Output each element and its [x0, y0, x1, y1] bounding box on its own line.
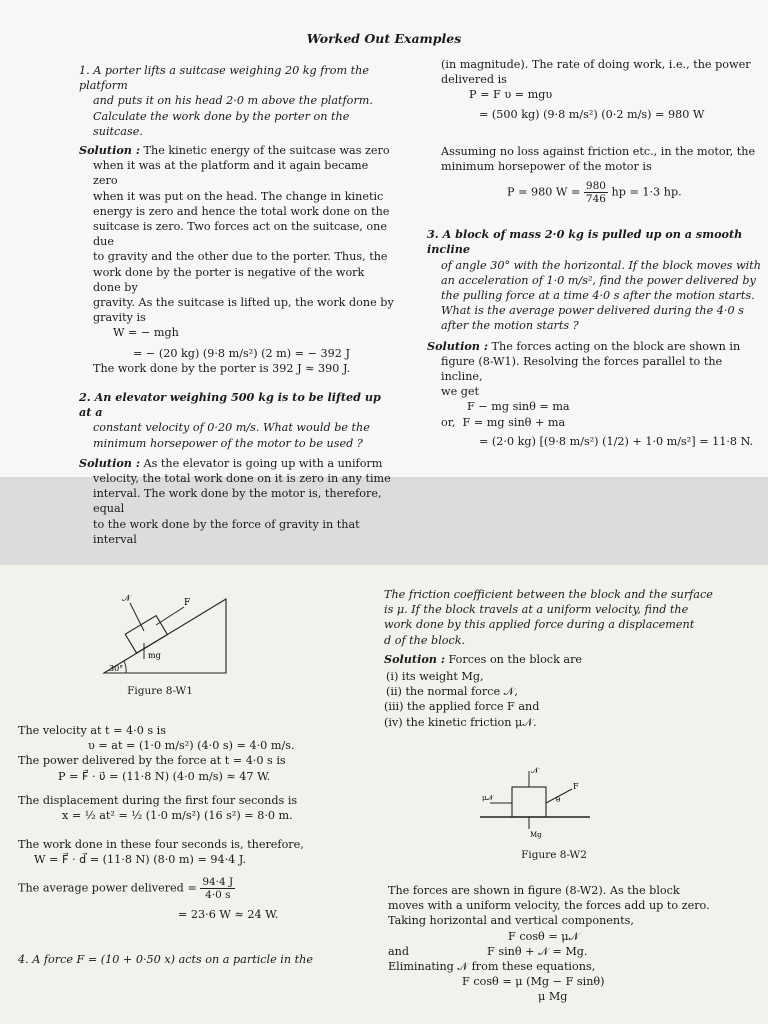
equation: = 23·6 W ≈ 24 W. — [178, 907, 279, 921]
block — [512, 787, 546, 817]
label-theta: θ — [556, 796, 561, 804]
question-line: What is the average power delivered during the 4·0 s — [441, 304, 744, 318]
solution-text: velocity, the total work done on it is zero in any time — [93, 472, 391, 486]
equation: P = F⃗ · υ⃗ = (11·8 N) (4·0 m/s) ≈ 47 W. — [58, 769, 271, 783]
equation: μ Mg — [538, 990, 568, 1004]
solution-text: figure (8-W1). Resolving the forces parallel to the incline, — [441, 354, 723, 384]
question-line: the pulling force at a time 4·0 s after the motion starts. — [441, 289, 755, 303]
label-weight: Mg — [530, 831, 542, 839]
question-line: work done by this applied force during a displacement — [384, 618, 695, 632]
body-text: The power delivered by the force at t = 4·0 s is — [18, 754, 286, 768]
solution-text: gravity. As the suitcase is lifted up, the work done by — [93, 296, 394, 310]
fraction: $\frac{980}{746}$ — [585, 180, 606, 206]
question-line: 3. A block of mass 2·0 kg is pulled up on a smooth incline — [427, 227, 743, 257]
question-line: minimum horsepower of the motor to be used ? — [93, 436, 363, 450]
solution-text: to gravity and the other due to the porter. Thus, the — [93, 250, 388, 264]
equation: = (500 kg) (9·8 m/s²) (0·2 m/s) = 980 W — [479, 107, 705, 121]
solution-text: when it was put on the head. The change in kinetic — [93, 189, 384, 203]
equation: F sinθ + 𝒩 = Mg. — [487, 944, 588, 958]
label-normal: 𝒩 — [122, 594, 131, 604]
solution-text: when it was at the platform and it again became zero — [93, 159, 369, 188]
question-line: of angle 30° with the horizontal. If the block moves with — [441, 258, 761, 272]
question-line: after the motion starts ? — [441, 319, 579, 333]
body-text: The displacement during the first four seconds is — [18, 793, 298, 807]
equation: W = F⃗ · d⃗ = (11·8 N) (8·0 m) = 94·4 J. — [34, 853, 247, 867]
question-line: an acceleration of 1·0 m/s², find the power delivered by — [441, 273, 756, 287]
equation: F cosθ = μ (Mg − F sinθ) — [462, 975, 605, 989]
example-2 — [79, 390, 395, 547]
solution-label: Solution : — [79, 455, 140, 470]
label-mg: mg — [148, 651, 161, 660]
angle-arc — [124, 661, 126, 673]
page-title: Worked Out Examples — [306, 31, 462, 46]
figure-8-w2 — [476, 765, 596, 841]
body-text: The velocity at t = 4·0 s is — [18, 724, 166, 737]
page-bottom — [0, 565, 768, 1024]
solution-text: suitcase is zero. Two forces act on the suitcase, one due — [93, 220, 387, 249]
label-friction: μ𝒩 — [482, 794, 494, 802]
bottom-right-column-lower — [388, 883, 764, 1005]
left-column — [79, 63, 395, 547]
solution-text: energy is zero and hence the total work done on the — [93, 204, 390, 218]
question-line: The friction coefficient between the block and the surface — [384, 588, 713, 601]
equation-hp: P = 980 W = $\frac{980}{746}$ hp = 1·3 hp. — [507, 180, 682, 206]
equation: = (2·0 kg) [(9·8 m/s²) (1/2) + 1·0 m/s²] = 11·8 N. — [479, 434, 754, 448]
equation: υ = at = (1·0 m/s²) (4·0 s) = 4·0 m/s. — [88, 739, 295, 753]
solution-text: interval. The work done by the motor is, therefore, equal — [93, 487, 382, 516]
equation: = − (20 kg) (9·8 m/s²) (2 m) = − 392 J — [133, 346, 350, 360]
question-line: Calculate the work done by the porter on the suitcase. — [93, 109, 350, 138]
solution-text: Eliminating 𝒩 from these equations, — [388, 960, 596, 974]
average-power-equation: The average power delivered = $\frac{94\cdot 4 J}{4\cdot 0 s}$ — [18, 875, 234, 901]
solution-text: we get — [441, 385, 480, 399]
right-column — [427, 57, 762, 449]
applied-force-arrow — [156, 607, 184, 625]
figure-8-w1 — [100, 587, 240, 687]
or-label: or, — [441, 415, 456, 429]
figure-caption: Figure 8-W2 — [521, 849, 587, 861]
list-item: (ii) the normal force 𝒩, — [386, 685, 518, 699]
example-3 — [427, 227, 762, 449]
solution-text: work done by the porter is negative of the work done by — [93, 265, 365, 294]
solution-text: The forces acting on the block are shown in — [491, 339, 741, 353]
body-text: delivered is — [441, 73, 507, 87]
label-normal: 𝒩 — [531, 766, 539, 775]
label-force: F — [184, 598, 191, 608]
label-angle: 30° — [109, 664, 124, 673]
example-1 — [79, 63, 395, 376]
body-text: minimum horsepower of the motor is — [441, 160, 652, 174]
equation: F − mg sinθ = ma — [467, 400, 570, 414]
body-text: (in magnitude). The rate of doing work, i.e., the power — [441, 58, 751, 71]
equation: x = ½ at² = ½ (1·0 m/s²) (16 s²) = 8·0 m. — [62, 809, 293, 823]
solution-text: Taking horizontal and vertical components, — [388, 914, 634, 928]
and-label: and — [388, 944, 410, 958]
equation: P = F υ = mgυ — [469, 88, 553, 102]
list-item: (iii) the applied force F and — [384, 700, 540, 714]
equation: W = − mgh — [113, 326, 179, 340]
solution-text: As the elevator is going up with a uniform — [143, 456, 383, 470]
solution-text: to the work done by the force of gravity in that interval — [93, 517, 360, 546]
bottom-right-column — [384, 587, 764, 730]
question-line: and puts it on his head 2·0 m above the platform. — [93, 94, 373, 108]
solution-label: Solution : — [79, 143, 140, 158]
list-item: (i) its weight Mg, — [386, 670, 484, 684]
bottom-left-column — [18, 723, 373, 967]
body-text: Assuming no loss against friction etc., in the motor, the — [441, 144, 756, 158]
question-line: is μ. If the block travels at a uniform velocity, find the — [384, 603, 689, 617]
solution-text: Forces on the block are — [448, 652, 583, 666]
solution-label: Solution : — [427, 338, 488, 353]
equation: F = mg sinθ + ma — [462, 415, 566, 429]
figure-caption: Figure 8-W1 — [127, 685, 193, 697]
label-force: F — [573, 782, 579, 791]
question-line: 1. A porter lifts a suitcase weighing 20 kg from the platform — [79, 64, 369, 93]
body-text: The work done in these four seconds is, therefore, — [18, 838, 304, 852]
solution-text: moves with a uniform velocity, the forces add up to zero. — [388, 899, 710, 913]
solution-text: The forces are shown in figure (8-W2). As the block — [388, 884, 680, 897]
question-line: 4. A force F = (10 + 0·50 x) acts on a particle in the — [18, 952, 313, 966]
list-item: (iv) the kinetic friction μ𝒩. — [384, 715, 537, 729]
question-line: d of the block. — [384, 633, 466, 647]
solution-text: gravity is — [93, 311, 146, 325]
fraction: $\frac{94\cdot 4 J}{4\cdot 0 s}$ — [202, 875, 234, 901]
solution-label: Solution : — [384, 651, 445, 666]
solution-text: The kinetic energy of the suitcase was zero — [143, 144, 390, 158]
equation: F cosθ = μ𝒩 — [508, 929, 580, 943]
solution-text: The work done by the porter is 392 J ≈ 390 J. — [93, 361, 351, 375]
question-line: 2. An elevator weighing 500 kg is to be lifted up at a — [79, 390, 381, 420]
question-line: constant velocity of 0·20 m/s. What would be the — [93, 421, 370, 435]
